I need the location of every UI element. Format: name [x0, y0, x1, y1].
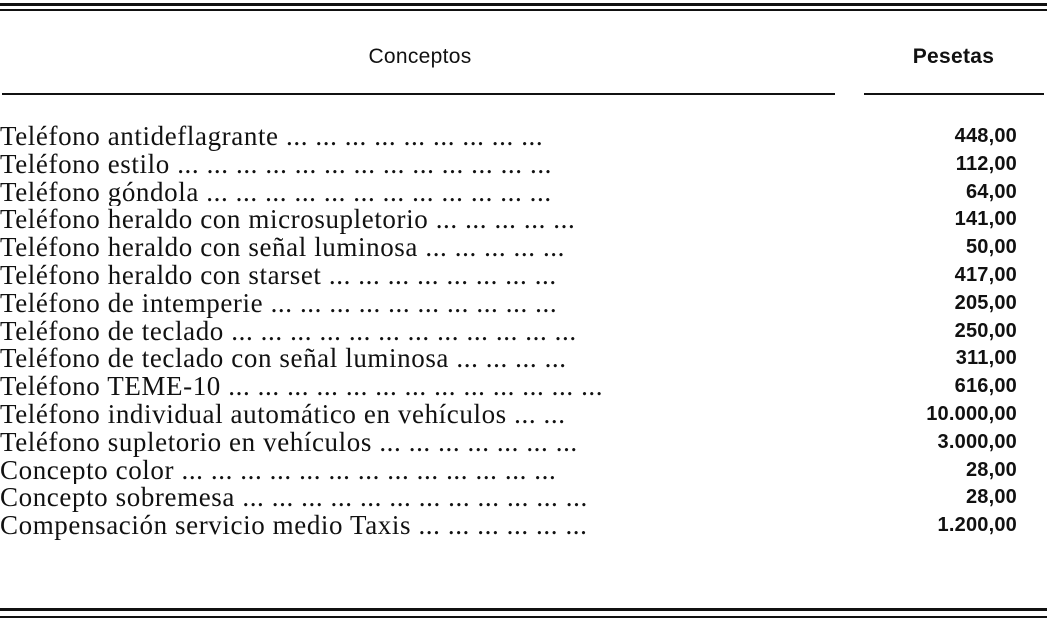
concept-label: Concepto sobremesa — [0, 484, 235, 513]
concept-cell — [0, 345, 836, 373]
concept-cell — [0, 429, 836, 457]
concept-label: Teléfono estilo — [0, 150, 170, 179]
concept-label: Teléfono heraldo con señal luminosa — [0, 234, 418, 262]
concept-cell — [0, 484, 836, 512]
amount-cell: 250,00 — [954, 319, 1017, 342]
top-double-rule-upper — [0, 3, 1047, 6]
table-row — [0, 262, 1047, 290]
concept-cell — [0, 373, 836, 401]
leader-dots: ... ... ... ... — [456, 345, 567, 374]
concept-label: Teléfono antideflagrante — [0, 123, 279, 151]
table-row — [0, 429, 1047, 457]
table-row — [0, 457, 1047, 485]
table-row — [0, 206, 1047, 234]
table-row — [0, 484, 1047, 512]
bottom-double-rule-lower — [0, 616, 1047, 618]
leader-dots: ... ... ... ... ... ... ... ... ... ... ... ... — [206, 178, 552, 207]
header-rule-concepts — [2, 93, 835, 95]
amount-cell: 616,00 — [954, 375, 1017, 398]
table-row — [0, 401, 1047, 429]
table-row — [0, 373, 1047, 401]
concept-cell — [0, 318, 836, 346]
leader-dots: ... ... ... ... ... — [435, 206, 576, 235]
concept-label: Teléfono de teclado — [0, 317, 224, 346]
table-row — [0, 345, 1047, 373]
leader-dots: ... ... ... ... ... ... ... ... ... ... ... ... — [231, 317, 577, 346]
header-rule-pesetas — [864, 93, 1044, 95]
table-row — [0, 318, 1047, 346]
amount-cell: 28,00 — [965, 486, 1017, 509]
concept-label: Teléfono individual automático en vehículos — [0, 400, 507, 429]
bottom-double-rule-upper — [0, 608, 1047, 611]
concept-label: Teléfono góndola — [0, 178, 199, 207]
table-row — [0, 123, 1047, 151]
concept-cell — [0, 151, 836, 179]
concept-cell — [0, 512, 836, 540]
header-pesetas: Pesetas — [912, 45, 995, 68]
concept-label: Teléfono de intemperie — [0, 289, 264, 318]
leader-dots: ... ... ... ... ... — [425, 234, 565, 262]
table-row — [0, 179, 1047, 207]
concept-cell — [0, 262, 836, 290]
amount-cell: 448,00 — [954, 125, 1017, 147]
amount-cell: 311,00 — [955, 347, 1017, 370]
price-table-body — [0, 123, 1047, 540]
amount-cell: 28,00 — [965, 458, 1017, 481]
concept-cell — [0, 457, 836, 485]
concept-label: Teléfono heraldo con microsupletorio — [0, 206, 429, 235]
amount-cell: 205,00 — [954, 291, 1017, 314]
concept-cell — [0, 290, 836, 318]
header-concepts: Conceptos — [368, 45, 472, 68]
concept-label: Teléfono TEME-10 — [0, 373, 221, 401]
table-row — [0, 151, 1047, 179]
table-row — [0, 290, 1047, 318]
leader-dots: ... ... ... ... ... ... ... ... ... ... — [270, 289, 558, 318]
table-row — [0, 234, 1047, 262]
concept-cell — [0, 206, 836, 234]
amount-cell: 64,00 — [965, 180, 1017, 203]
leader-dots: ... ... ... ... ... ... ... — [379, 428, 578, 457]
concept-label: Teléfono heraldo con starset — [0, 261, 322, 290]
amount-cell: 3.000,00 — [937, 430, 1017, 453]
concept-cell — [0, 234, 836, 262]
top-double-rule-lower — [0, 9, 1047, 11]
amount-cell: 141,00 — [954, 208, 1017, 231]
amount-cell: 10.000,00 — [926, 402, 1017, 425]
leader-dots: ... ... ... ... ... ... — [418, 512, 588, 540]
leader-dots: ... ... ... ... ... ... ... ... — [328, 261, 557, 290]
amount-cell: 50,00 — [965, 236, 1017, 259]
leader-dots: ... ... ... ... ... ... ... ... ... — [286, 123, 544, 151]
amount-cell: 112,00 — [955, 152, 1017, 175]
table-row — [0, 512, 1047, 540]
leader-dots: ... ... ... ... ... ... ... ... ... ... ... ... ... — [177, 150, 553, 179]
leader-dots: ... ... ... ... ... ... ... ... ... ... ... ... ... — [228, 373, 604, 401]
concept-label: Concepto color — [0, 456, 175, 485]
concept-label: Teléfono supletorio en vehículos — [0, 428, 372, 457]
leader-dots: ... ... — [514, 400, 566, 429]
concept-cell — [0, 123, 836, 151]
amount-cell: 1.200,00 — [937, 514, 1017, 537]
concept-label: Compensación servicio medio Taxis — [0, 512, 412, 540]
leader-dots: ... ... ... ... ... ... ... ... ... ... ... ... — [242, 484, 588, 513]
concept-cell — [0, 401, 836, 429]
amount-cell: 417,00 — [954, 263, 1017, 286]
concept-label: Teléfono de teclado con señal luminosa — [0, 345, 450, 374]
leader-dots: ... ... ... ... ... ... ... ... ... ... ... ... ... — [181, 456, 557, 485]
concept-cell — [0, 179, 836, 207]
